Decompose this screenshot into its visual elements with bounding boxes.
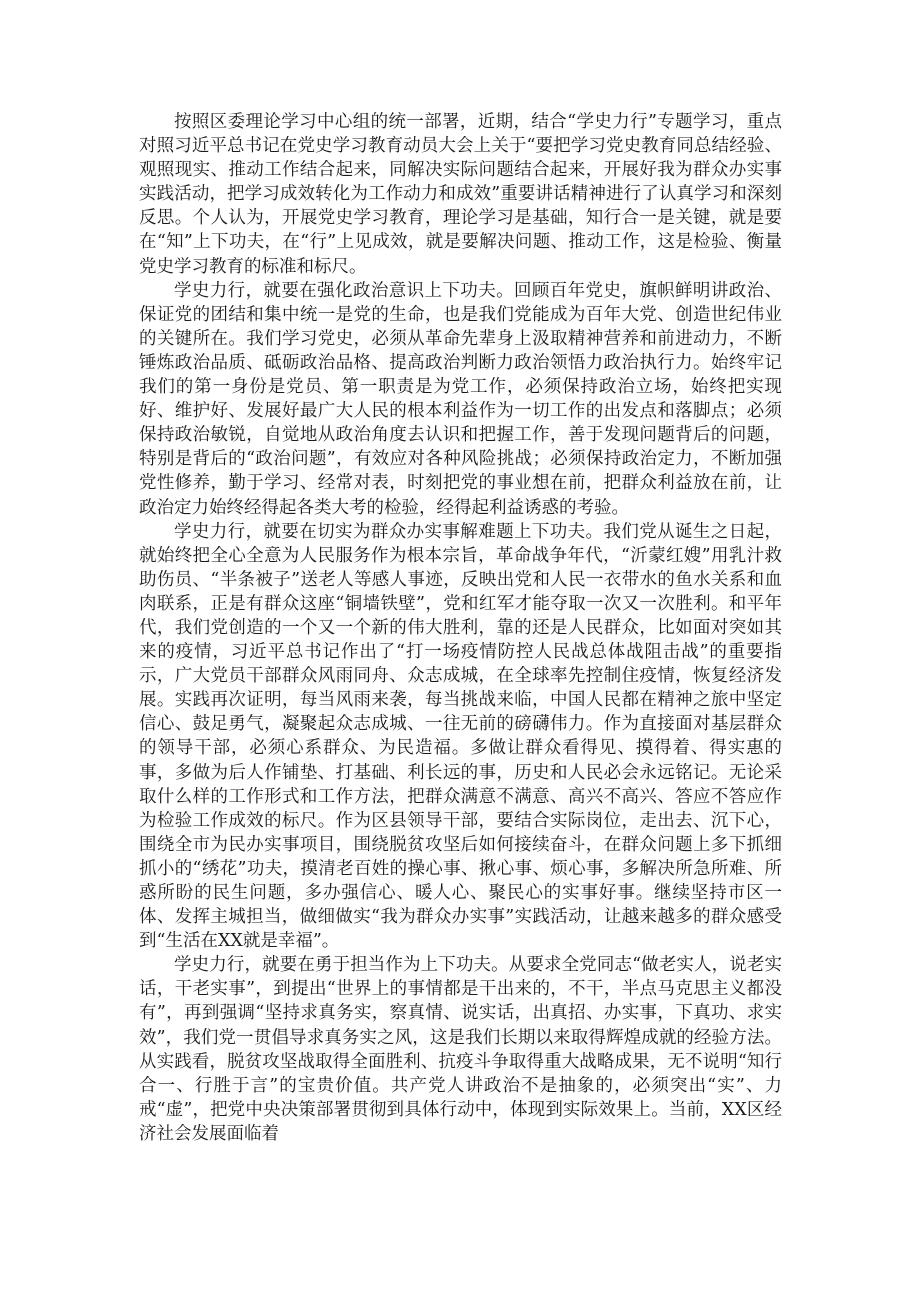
paragraph-intro: 按照区委理论学习中心组的统一部署，近期，结合“学史力行”专题学习，重点对照习近平总书记在党史学习教育动员大会上关于“要把学习党史教育同总结经验、观照现实、推动工作结合起来，同解决实际问题结合起来，开展好我为群众办实事实践活动，把学习成效转化为工作动力和成效”重要讲话精神进行了认真学习和深刻反思。个人认为，开展党史学习教育，理论学习是基础，知行合一是关键，就是要在“知”上下功夫，在“行”上见成效，就是要解决问题、推动工作，这是检验、衡量党史学习教育的标准和标尺。 — [139, 112, 782, 277]
document-body — [139, 110, 782, 1146]
paragraph-political-awareness: 学史力行，就要在强化政治意识上下功夫。回顾百年党史，旗帜鲜明讲政治、保证党的团结和集中统一是党的生命，也是我们党能成为百年大党、创造世纪伟业的关键所在。我们学习党史，必须从革命先辈身上汲取精神营养和前进动力，不断锤炼政治品质、砥砺政治品格、提高政治判断力政治领悟力政治执行力。始终牢记我们的第一身份是党员、第一职责是为党工作，必须保持政治立场，始终把实现好、维护好、发展好最广大人民的根本利益作为一切工作的出发点和落脚点；必须保持政治敏锐，自觉地从政治角度去认识和把握工作，善于发现问题背后的问题，特别是背后的“政治问题”，有效应对各种风险挑战；必须保持政治定力，不断加强党性修养，勤于学习、经常对表，时刻把党的事业想在前，把群众利益放在前，让政治定力始终经得起各类大考的检验，经得起利益诱惑的考验。 — [139, 280, 782, 518]
paragraph-take-responsibility: 学史力行，就要在勇于担当作为上下功夫。从要求全党同志“做老实人，说老实话，干老实事”，到提出“世界上的事情都是干出来的，不干，半点马克思主义都没有”，再到强调“坚持求真务实，察真情、说实话，出真招、办实事，下真功、求实效”，我们党一贯倡导求真务实之风，这是我们长期以来取得辉煌成就的经验方法。从实践看，脱贫攻坚战取得全面胜利、抗疫斗争取得重大战略成果，无不说明“知行合一、行胜于言”的宝贵价值。共产党人讲政治不是抽象的，必须突出“实”、力戒“虚”，把党中央决策部署贯彻到具体行动中，体现到实际效果上。当前，XX区经济社会发展面临着 — [139, 955, 782, 1144]
paragraph-serve-the-people: 学史力行，就要在切实为群众办实事解难题上下功夫。我们党从诞生之日起，就始终把全心全意为人民服务作为根本宗旨，革命战争年代，“沂蒙红嫂”用乳汁救助伤员、“半条被子”送老人等感人事迹，反映出党和人民一衣带水的鱼水关系和血肉联系，正是有群众这座“铜墙铁壁”，党和红军才能夺取一次又一次胜利。和平年代，我们党创造的一个又一个新的伟大胜利，靠的还是人民群众，比如面对突如其来的疫情，习近平总书记作出了“打一场疫情防控人民战总体战阻击战”的重要指示，广大党员干部群众风雨同舟、众志成城，在全球率先控制住疫情，恢复经济发展。实践再次证明，每当风雨来袭，每当挑战来临，中国人民都在精神之旅中坚定信心、鼓足勇气，凝聚起众志成城、一往无前的磅礴伟力。作为直接面对基层群众的领导干部，必须心系群众、为民造福。多做让群众看得见、摸得着、得实惠的事，多做为后人作铺垫、打基础、利长远的事，历史和人民必会永远铭记。无论采取什么样的工作形式和工作方法，把群众满意不满意、高兴不高兴、答应不答应作为检验工作成效的标尺。作为区县领导干部，要结合实际岗位，走出去、沉下心，围绕全市为民办实事项目，围绕脱贫攻坚后如何接续奋斗，在群众问题上多下抓细抓小的“绣花”功夫，摸清老百姓的操心事、揪心事、烦心事，多解决所急所难、所惑所盼的民生问题，多办强信心、暖人心、聚民心的实事好事。继续坚持市区一体、发挥主城担当，做细做实“我为群众办实事”实践活动，让越来越多的群众感受到“生活在XX就是幸福”。 — [139, 521, 782, 952]
